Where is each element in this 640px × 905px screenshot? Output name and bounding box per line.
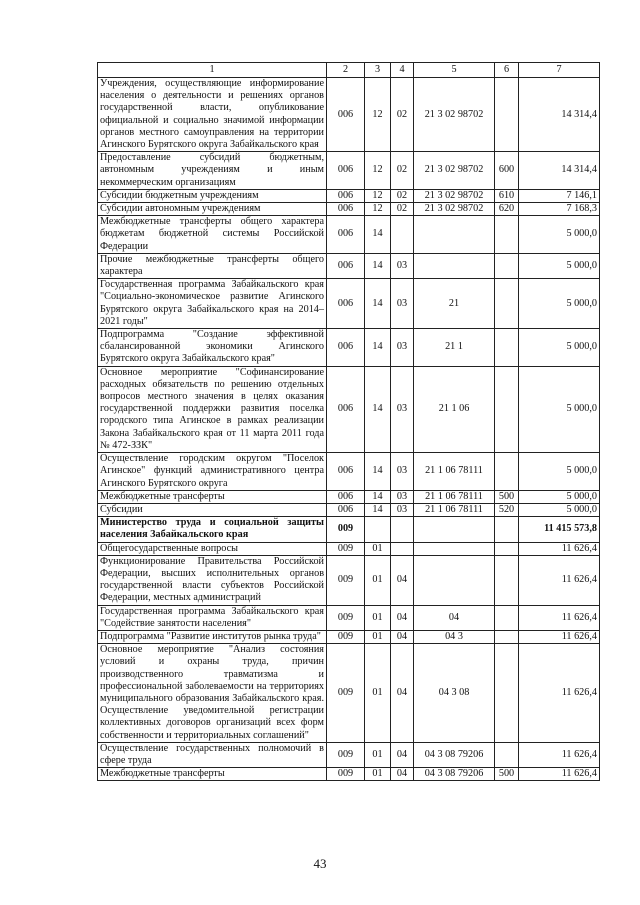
row-name-cell: Субсидии автономным учреждениям — [98, 203, 327, 216]
row-name-cell: Предоставление субсидий бюджетным, автономным учреждениям и иным некоммерческим организациям — [98, 152, 327, 190]
row-name-cell: Государственная программа Забайкальского края "Социально-экономическое развитие Агинского Бурятского округа Забайкальского края на 2014–2021 годы" — [98, 279, 327, 329]
amount-cell: 11 626,4 — [519, 555, 600, 605]
table-row — [98, 542, 600, 555]
amount-cell: 11 626,4 — [519, 742, 600, 767]
amount-cell: 5 000,0 — [519, 216, 600, 254]
row-name-cell: Межбюджетные трансферты — [98, 490, 327, 503]
expense-type-cell — [495, 279, 519, 329]
row-name-cell: Субсидии — [98, 503, 327, 516]
amount-cell: 11 415 573,8 — [519, 517, 600, 542]
subsection-cell: 03 — [391, 329, 414, 367]
row-name-cell: Осуществление государственных полномочий в сфере труда — [98, 742, 327, 767]
row-name-cell: Субсидии бюджетным учреждениям — [98, 189, 327, 202]
table-row — [98, 605, 600, 630]
admin-code-cell: 006 — [327, 152, 365, 190]
target-article-cell — [414, 253, 495, 278]
admin-code-cell: 009 — [327, 542, 365, 555]
amount-cell: 11 626,4 — [519, 768, 600, 781]
table-row — [98, 78, 600, 152]
section-cell: 01 — [365, 555, 391, 605]
target-article-cell: 21 1 06 78111 — [414, 453, 495, 491]
expense-type-cell — [495, 329, 519, 367]
amount-cell: 14 314,4 — [519, 152, 600, 190]
expense-type-cell: 610 — [495, 189, 519, 202]
subsection-cell: 04 — [391, 768, 414, 781]
amount-cell: 5 000,0 — [519, 279, 600, 329]
subsection-cell: 03 — [391, 453, 414, 491]
amount-cell: 5 000,0 — [519, 453, 600, 491]
table-row — [98, 189, 600, 202]
admin-code-cell: 009 — [327, 644, 365, 743]
section-cell: 01 — [365, 605, 391, 630]
amount-cell: 7 168,3 — [519, 203, 600, 216]
target-article-cell: 21 1 06 78111 — [414, 503, 495, 516]
row-name-cell: Общегосударственные вопросы — [98, 542, 327, 555]
amount-cell: 14 314,4 — [519, 78, 600, 152]
amount-cell: 5 000,0 — [519, 503, 600, 516]
header-cell: 4 — [391, 63, 414, 78]
admin-code-cell: 009 — [327, 742, 365, 767]
row-name-cell: Межбюджетные трансферты — [98, 768, 327, 781]
section-cell — [365, 517, 391, 542]
target-article-cell: 21 3 02 98702 — [414, 189, 495, 202]
amount-cell: 5 000,0 — [519, 490, 600, 503]
target-article-cell: 21 — [414, 279, 495, 329]
section-cell: 14 — [365, 490, 391, 503]
admin-code-cell: 009 — [327, 605, 365, 630]
table-row — [98, 253, 600, 278]
budget-table — [97, 62, 600, 781]
expense-type-cell — [495, 517, 519, 542]
amount-cell: 5 000,0 — [519, 253, 600, 278]
header-cell: 7 — [519, 63, 600, 78]
expense-type-cell: 600 — [495, 152, 519, 190]
section-cell: 12 — [365, 189, 391, 202]
admin-code-cell: 009 — [327, 768, 365, 781]
amount-cell: 5 000,0 — [519, 329, 600, 367]
section-cell: 12 — [365, 152, 391, 190]
admin-code-cell: 006 — [327, 216, 365, 254]
admin-code-cell: 006 — [327, 279, 365, 329]
subsection-cell — [391, 517, 414, 542]
target-article-cell: 04 3 08 79206 — [414, 768, 495, 781]
expense-type-cell — [495, 630, 519, 643]
section-cell: 14 — [365, 453, 391, 491]
target-article-cell: 04 — [414, 605, 495, 630]
expense-type-cell: 500 — [495, 768, 519, 781]
target-article-cell — [414, 216, 495, 254]
admin-code-cell: 006 — [327, 189, 365, 202]
row-name-cell: Прочие межбюджетные трансферты общего характера — [98, 253, 327, 278]
row-name-cell: Основное мероприятие "Софинансирование расходных обязательств по решению отдельных вопросов местного значения в целях оказания государственной поддержки развития поселка городского типа Агинское в рамках реализации Закона Забайкальского края от 11 марта 2011 года № 472-ЗЗК" — [98, 366, 327, 452]
table-row — [98, 768, 600, 781]
expense-type-cell: 500 — [495, 490, 519, 503]
header-cell: 3 — [365, 63, 391, 78]
expense-type-cell — [495, 453, 519, 491]
admin-code-cell: 006 — [327, 203, 365, 216]
target-article-cell: 21 3 02 98702 — [414, 78, 495, 152]
section-cell: 14 — [365, 503, 391, 516]
amount-cell: 11 626,4 — [519, 644, 600, 743]
table-row — [98, 203, 600, 216]
row-name-cell: Функционирование Правительства Российской Федерации, высших исполнительных органов государственной власти субъектов Российской Федерации, местных администраций — [98, 555, 327, 605]
section-cell: 14 — [365, 329, 391, 367]
expense-type-cell — [495, 216, 519, 254]
page-number: 43 — [313, 856, 327, 871]
amount-cell: 11 626,4 — [519, 630, 600, 643]
expense-type-cell — [495, 253, 519, 278]
target-article-cell: 21 1 06 78111 — [414, 490, 495, 503]
expense-type-cell — [495, 555, 519, 605]
subsection-cell: 02 — [391, 189, 414, 202]
admin-code-cell: 006 — [327, 366, 365, 452]
table-row — [98, 279, 600, 329]
admin-code-cell: 009 — [327, 630, 365, 643]
header-cell: 6 — [495, 63, 519, 78]
subsection-cell: 04 — [391, 742, 414, 767]
section-cell: 01 — [365, 768, 391, 781]
subsection-cell — [391, 542, 414, 555]
row-name-cell: Подпрограмма "Создание эффективной сбалансированной экономики Агинского Бурятского округа Забайкальского края" — [98, 329, 327, 367]
row-name-cell: Основное мероприятие "Анализ состояния условий и охраны труда, причин производственного травматизма и профессиональной заболеваемости на территориях муниципального образования Забайкальского края. Осуществление уведомительной регистрации коллективных договоров организаций всех форм собственности и территориальных соглашений" — [98, 644, 327, 743]
target-article-cell: 04 3 — [414, 630, 495, 643]
table-row — [98, 216, 600, 254]
admin-code-cell: 006 — [327, 490, 365, 503]
amount-cell: 7 146,1 — [519, 189, 600, 202]
expense-type-cell: 520 — [495, 503, 519, 516]
expense-type-cell — [495, 644, 519, 743]
row-name-cell: Подпрограмма "Развитие институтов рынка труда" — [98, 630, 327, 643]
admin-code-cell: 006 — [327, 453, 365, 491]
expense-type-cell — [495, 78, 519, 152]
target-article-cell: 04 3 08 — [414, 644, 495, 743]
row-name-cell: Министерство труда и социальной защиты населения Забайкальского края — [98, 517, 327, 542]
admin-code-cell: 009 — [327, 517, 365, 542]
amount-cell: 5 000,0 — [519, 366, 600, 452]
subsection-cell: 04 — [391, 644, 414, 743]
table-row — [98, 742, 600, 767]
section-cell: 14 — [365, 366, 391, 452]
target-article-cell: 21 1 06 — [414, 366, 495, 452]
subsection-cell: 04 — [391, 630, 414, 643]
row-name-cell: Межбюджетные трансферты общего характера бюджетам бюджетной системы Российской Федерации — [98, 216, 327, 254]
admin-code-cell: 006 — [327, 78, 365, 152]
subsection-cell: 03 — [391, 366, 414, 452]
admin-code-cell: 006 — [327, 253, 365, 278]
subsection-cell: 02 — [391, 203, 414, 216]
subsection-cell: 02 — [391, 152, 414, 190]
header-cell: 5 — [414, 63, 495, 78]
subsection-cell: 03 — [391, 279, 414, 329]
header-cell: 2 — [327, 63, 365, 78]
table-row — [98, 329, 600, 367]
table-row — [98, 453, 600, 491]
target-article-cell: 04 3 08 79206 — [414, 742, 495, 767]
amount-cell: 11 626,4 — [519, 542, 600, 555]
expense-type-cell — [495, 366, 519, 452]
section-cell: 01 — [365, 630, 391, 643]
table-row — [98, 644, 600, 743]
section-cell: 01 — [365, 742, 391, 767]
table-row — [98, 555, 600, 605]
section-cell: 01 — [365, 644, 391, 743]
table-row — [98, 517, 600, 542]
subsection-cell: 03 — [391, 253, 414, 278]
row-name-cell: Государственная программа Забайкальского края "Содействие занятости населения" — [98, 605, 327, 630]
subsection-cell: 03 — [391, 490, 414, 503]
expense-type-cell: 620 — [495, 203, 519, 216]
target-article-cell — [414, 555, 495, 605]
amount-cell: 11 626,4 — [519, 605, 600, 630]
section-cell: 14 — [365, 216, 391, 254]
table-row — [98, 490, 600, 503]
expense-type-cell — [495, 605, 519, 630]
table-row — [98, 503, 600, 516]
target-article-cell — [414, 517, 495, 542]
target-article-cell — [414, 542, 495, 555]
admin-code-cell: 006 — [327, 329, 365, 367]
row-name-cell: Учреждения, осуществляющие информирование населения о деятельности и решениях органов государственной власти, опубликование официальной и социально значимой информации органов местного самоуправления на территории Агинского Бурятского округа Забайкальского края — [98, 78, 327, 152]
admin-code-cell: 009 — [327, 555, 365, 605]
section-cell: 01 — [365, 542, 391, 555]
row-name-cell: Осуществление городским округом "Поселок Агинское" функций административного центра Агинского Бурятского округа — [98, 453, 327, 491]
admin-code-cell: 006 — [327, 503, 365, 516]
target-article-cell: 21 3 02 98702 — [414, 152, 495, 190]
subsection-cell: 04 — [391, 605, 414, 630]
table-row — [98, 630, 600, 643]
section-cell: 12 — [365, 203, 391, 216]
header-row — [98, 63, 600, 78]
section-cell: 14 — [365, 253, 391, 278]
subsection-cell: 02 — [391, 78, 414, 152]
table-row — [98, 152, 600, 190]
section-cell: 12 — [365, 78, 391, 152]
expense-type-cell — [495, 542, 519, 555]
header-cell: 1 — [98, 63, 327, 78]
table-row — [98, 366, 600, 452]
target-article-cell: 21 1 — [414, 329, 495, 367]
subsection-cell — [391, 216, 414, 254]
subsection-cell: 04 — [391, 555, 414, 605]
subsection-cell: 03 — [391, 503, 414, 516]
target-article-cell: 21 3 02 98702 — [414, 203, 495, 216]
section-cell: 14 — [365, 279, 391, 329]
expense-type-cell — [495, 742, 519, 767]
